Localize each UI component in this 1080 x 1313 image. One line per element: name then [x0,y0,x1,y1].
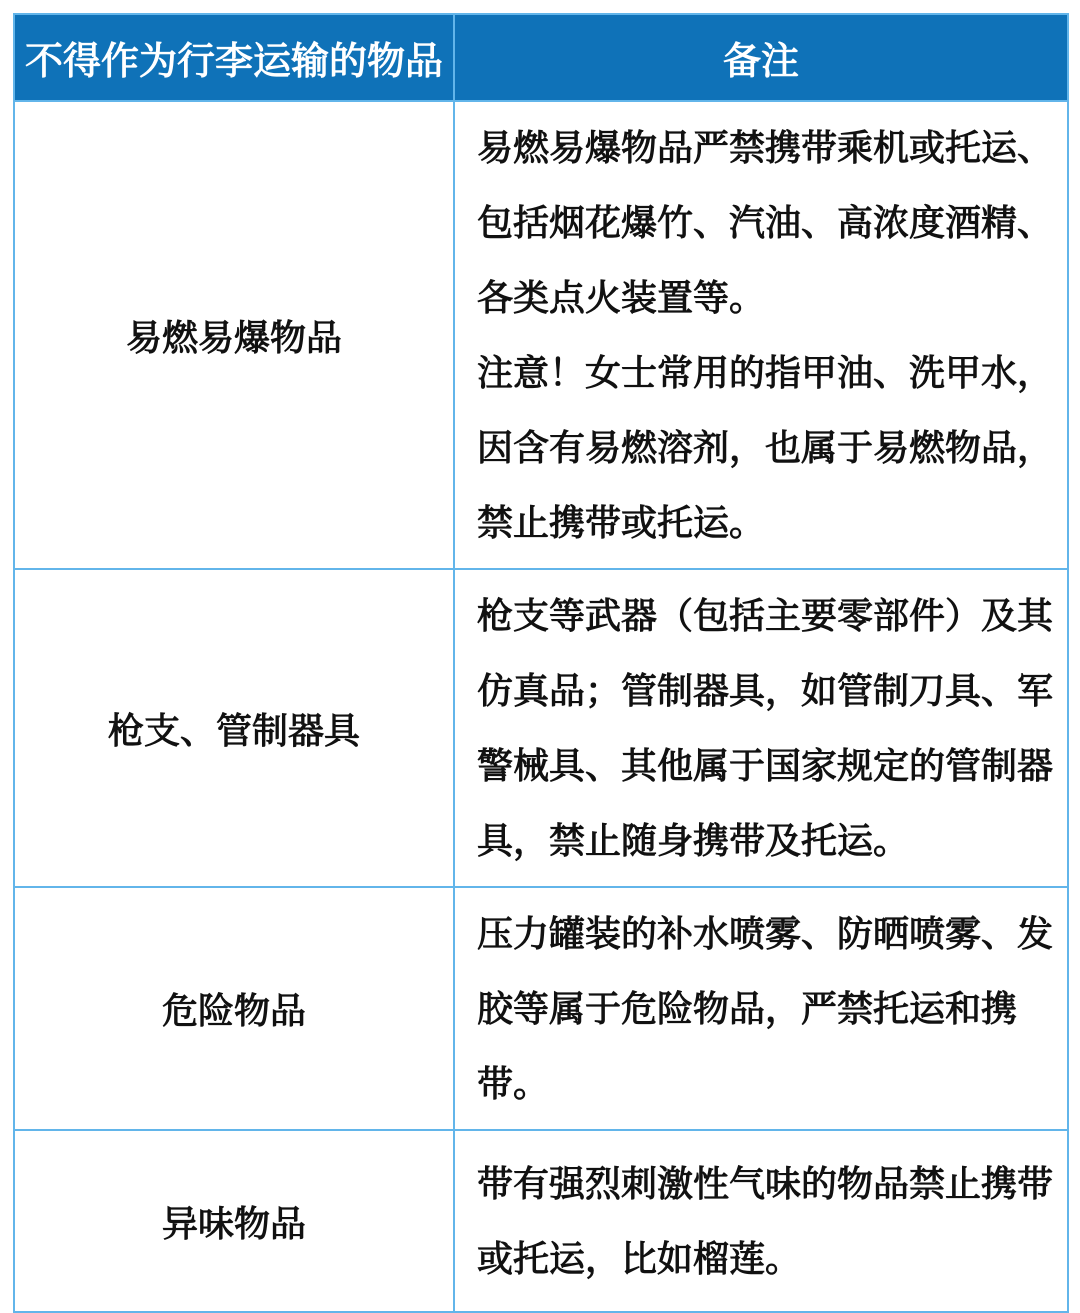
header-prohibited-items: 不得作为行李运输的物品 [14,14,454,101]
table-row [14,569,1068,887]
item-flammable-explosive: 易燃易爆物品 [14,101,454,569]
item-guns-controlled-instruments: 枪支、管制器具 [14,569,454,887]
table-row [14,887,1068,1130]
header-remarks: 备注 [454,14,1068,101]
table-header [14,14,1068,101]
item-dangerous-goods: 危险物品 [14,887,454,1130]
item-odorous-goods: 异味物品 [14,1130,454,1312]
baggage-rules-table-container [13,13,1067,1279]
table-row [14,101,1068,569]
baggage-rules-table [13,13,1069,1313]
note-guns-controlled-instruments: 枪支等武器（包括主要零部件）及其仿真品；管制器具，如管制刀具、军警械具、其他属于国家规定的管制器具，禁止随身携带及托运。 [454,569,1068,887]
note-flammable-explosive: 易燃易爆物品严禁携带乘机或托运、包括烟花爆竹、汽油、高浓度酒精、各类点火装置等。 注意！女士常用的指甲油、洗甲水，因含有易燃溶剂，也属于易燃物品，禁止携带或托运。 [454,101,1068,569]
note-dangerous-goods: 压力罐装的补水喷雾、防晒喷雾、发胶等属于危险物品，严禁托运和携带。 [454,887,1068,1130]
table-row [14,1130,1068,1312]
table-body [14,101,1068,1312]
header-row [14,14,1068,101]
note-odorous-goods: 带有强烈刺激性气味的物品禁止携带或托运，比如榴莲。 [454,1130,1068,1312]
